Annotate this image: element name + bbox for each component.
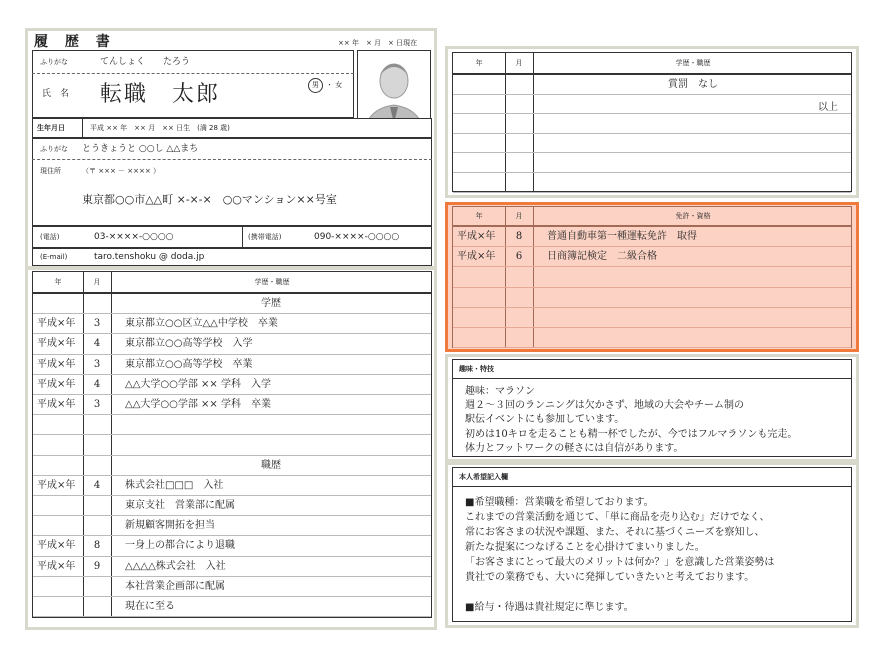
- history2-col-month: 月: [515, 59, 523, 67]
- history-entry: △△大学○○学部 ×× 学科 入学: [125, 378, 271, 390]
- mobile-value: 090-××××-○○○○: [314, 232, 400, 242]
- licenses-table: [452, 206, 852, 348]
- wish-line: ■給与・待遇は貴社規定に準じます。: [465, 602, 634, 613]
- history-entry: 東京都立○○高等学校 卒業: [125, 358, 253, 370]
- row-line: [33, 313, 431, 314]
- license-year: 平成×年: [457, 251, 496, 263]
- history-entry: 東京都立○○高等学校 入学: [125, 338, 253, 350]
- history-table: [32, 271, 432, 618]
- name-label: 氏 名: [42, 89, 70, 99]
- as-of-date: ×× 年 × 月 × 日現在: [338, 39, 418, 47]
- row-line: [33, 354, 431, 355]
- row-line: [33, 414, 431, 415]
- row-line: [453, 307, 851, 308]
- wish-line: ■希望職種：営業職を希望しております。: [465, 497, 654, 508]
- row-line: [33, 535, 431, 536]
- license-entry: 普通自動車第一種運転免許 取得: [547, 231, 697, 242]
- birth-value: 平成 ×× 年 ×× 月 ×× 日生 (満 28 歳): [90, 124, 230, 132]
- row-line: [453, 347, 851, 348]
- tel-label: (電話): [40, 233, 60, 241]
- history-month: 4: [93, 479, 101, 491]
- history-year: 平成×年: [37, 479, 76, 491]
- history-entry: 東京都立○○区立△△中学校 卒業: [125, 318, 278, 330]
- row-line: [453, 94, 851, 95]
- hobby-line: 体力とフットワークの軽さには自信があります。: [465, 442, 684, 454]
- row-line: [453, 192, 851, 193]
- history-year: 平成×年: [37, 378, 76, 390]
- row-line: [33, 556, 431, 557]
- row-line: [453, 327, 851, 328]
- row-line: [453, 266, 851, 267]
- hobbies-box: [452, 359, 852, 457]
- license-col-year: 年: [475, 212, 483, 220]
- row-line: [33, 495, 431, 496]
- hobby-line: 初めは10キロを走ることも精一杯でしたが、今ではフルマラソンも完走。: [465, 428, 798, 440]
- history-col-content: 学歴・職歴: [254, 278, 290, 286]
- mobile-label: (携帯電話): [248, 233, 282, 241]
- name-value: 転職 太郎: [100, 82, 221, 107]
- row-line: [453, 172, 851, 173]
- row-line: [453, 246, 851, 247]
- history-col-month: 月: [93, 278, 101, 286]
- wish-line: 貴社での業務でも、大いに発揮していきたいと考えております。: [465, 572, 755, 583]
- license-col-content: 免許・資格: [675, 212, 711, 220]
- history-continued-table: [452, 52, 852, 192]
- row-line: [33, 616, 431, 617]
- wish-line: 常にお客さまの状況や課題、また、それに基づくニーズを察知し、: [465, 527, 765, 538]
- history-year: 平成×年: [37, 399, 76, 410]
- furigana-label: ふりがな: [40, 58, 68, 66]
- row-line: [453, 152, 851, 153]
- history-col-year: 年: [54, 278, 62, 286]
- hobby-line: 趣味：マラソン: [465, 386, 535, 397]
- row-line: [453, 133, 851, 134]
- row-line: [33, 596, 431, 597]
- resume-title: 履 歴 書: [34, 34, 116, 50]
- row-line: [33, 475, 431, 476]
- address-value: 東京都○○市△△町 ×-×-× ○○マンション××号室: [82, 193, 337, 206]
- history2-col-year: 年: [475, 59, 483, 67]
- row-line: [33, 515, 431, 516]
- history-year: 平成×年: [37, 540, 76, 552]
- history2-col-content: 学歴・職歴: [675, 59, 711, 67]
- license-year: 平成×年: [457, 231, 496, 242]
- address-label: 現住所: [40, 167, 61, 175]
- birth-label: 生年月日: [37, 124, 65, 132]
- history-entry: 新規顧客開拓を担当: [125, 520, 215, 532]
- history-month: 3: [93, 358, 101, 370]
- history-month: 9: [93, 560, 101, 572]
- history-entry: 東京支社 営業部に配属: [125, 500, 235, 511]
- row-line: [33, 394, 431, 395]
- wish-line: 「お客さまにとって最大のメリットは何か？」を意識した営業姿勢は: [465, 557, 775, 568]
- end-mark: 以上: [818, 102, 838, 113]
- history-year: 平成×年: [37, 338, 76, 350]
- row-line: [33, 455, 431, 456]
- award-text: 賞罰 なし: [668, 79, 718, 90]
- hobbies-label: 趣味・特技: [459, 365, 494, 373]
- email-label: (E-mail): [40, 253, 68, 261]
- history-entry: △△大学○○学部 ×× 学科 卒業: [125, 399, 271, 410]
- row-line: [453, 113, 851, 114]
- history-year: 平成×年: [37, 358, 76, 370]
- row-line: [33, 374, 431, 375]
- license-month: 8: [515, 231, 523, 242]
- history-month: 3: [93, 318, 101, 330]
- email-box: [32, 248, 432, 266]
- history-entry: 一身上の都合により退職: [125, 540, 235, 552]
- address-furigana: とうきょうと ○○し △△まち: [82, 144, 199, 154]
- gender-female: ・ 女: [326, 81, 343, 89]
- history-section-heading: 職歴: [261, 459, 281, 471]
- hobby-line: 駅伝イベントにも参加しています。: [465, 414, 625, 426]
- history-section-heading: 学歴: [261, 298, 281, 309]
- history-month: 8: [93, 540, 101, 552]
- zip-code: （〒 ××× － ×××× ）: [82, 167, 160, 175]
- wishes-label: 本人希望記入欄: [459, 473, 508, 481]
- history-entry: 現在に至る: [125, 601, 175, 612]
- history-year: 平成×年: [37, 560, 76, 572]
- license-col-month: 月: [515, 212, 523, 220]
- tel-value: 03-××××-○○○○: [94, 232, 174, 242]
- history-month: 4: [93, 338, 101, 350]
- row-line: [33, 434, 431, 435]
- row-line: [33, 333, 431, 334]
- history-entry: △△△△株式会社 入社: [125, 560, 226, 572]
- wish-line: これまでの営業活動を通じて、「単に商品を売り込む」だけでなく、: [465, 512, 770, 523]
- history-month: 3: [93, 399, 101, 410]
- hobby-line: 週２～３回のランニングは欠かさず、地域の大会やチーム制の: [465, 400, 744, 412]
- row-line: [33, 576, 431, 577]
- furigana-value: てんしょく たろう: [100, 57, 191, 67]
- email-value: taro.tenshoku @ doda.jp: [94, 252, 205, 262]
- wishes-box: [452, 467, 852, 622]
- license-entry: 日商簿記検定 二級合格: [547, 251, 657, 263]
- history-year: 平成×年: [37, 318, 76, 330]
- row-line: [453, 287, 851, 288]
- address-furigana-label: ふりがな: [40, 145, 68, 153]
- gender-male: 男: [312, 81, 319, 89]
- wish-line: 新たな提案につなげることを心掛けてまいりました。: [465, 542, 705, 553]
- history-entry: 株式会社□□□ 入社: [125, 479, 224, 491]
- history-month: 4: [93, 378, 101, 390]
- license-month: 6: [515, 251, 523, 263]
- history-entry: 本社営業企画部に配属: [125, 580, 225, 592]
